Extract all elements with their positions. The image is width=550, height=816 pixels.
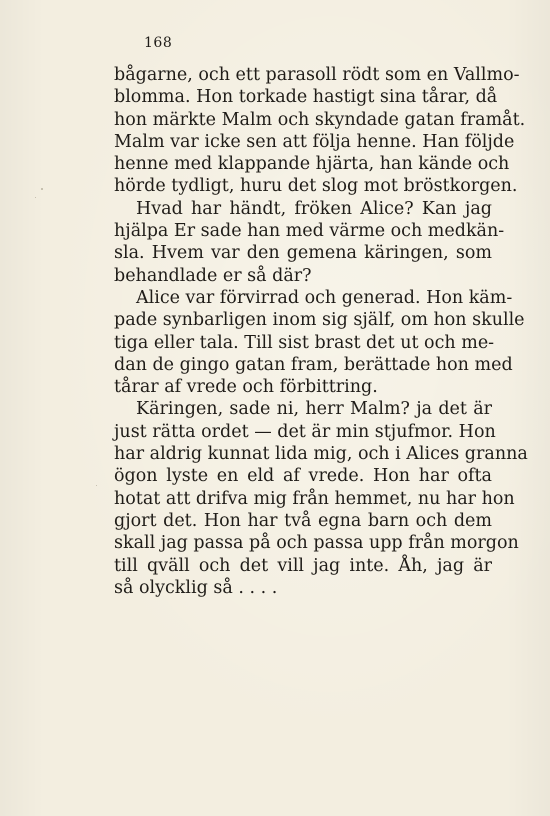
- text-line: har aldrig kunnat lida mig, och i Alices granna: [114, 444, 528, 465]
- text-line: tårar af vrede och förbittring.: [114, 377, 378, 398]
- text-line: hon märkte Malm och skyndade gatan framåt.: [114, 109, 526, 130]
- body-text: [114, 64, 528, 599]
- text-line: dan de gingo gatan fram, berättade hon med: [114, 354, 513, 375]
- text-line: så olycklig så . . . .: [114, 577, 278, 598]
- text-line: skall jag passa på och passa upp från morgon: [114, 533, 519, 554]
- text-line: Käringen, sade ni, herr Malm? ja det är: [136, 399, 492, 420]
- paper-speck: [35, 197, 36, 198]
- paper-speck: [96, 485, 97, 486]
- page-number: 168: [144, 35, 173, 51]
- text-line: tiga eller tala. Till sist brast det ut och me-: [114, 332, 495, 353]
- text-line: blomma. Hon torkade hastigt sina tårar, då: [114, 87, 498, 108]
- text-line: pade synbarligen inom sig själf, om hon skulle: [114, 310, 525, 331]
- text-line: bågarne, och ett parasoll rödt som en Vallmo-: [114, 65, 520, 85]
- text-line: gjort det. Hon har två egna barn och dem: [114, 510, 492, 531]
- text-line: hörde tydligt, huru det slog mot bröstkorgen.: [114, 176, 518, 197]
- text-line: till qväll och det vill jag inte. Åh, jag är: [114, 555, 492, 576]
- text-line: sla. Hvem var den gemena käringen, som: [114, 243, 492, 264]
- text-line: Malm var icke sen att följa henne. Han följde: [114, 131, 515, 152]
- text-line: behandlade er så där?: [114, 265, 312, 286]
- text-line: hotat att drifva mig från hemmet, nu har hon: [114, 488, 515, 509]
- text-line: hjälpa Er sade han med värme och medkän-: [114, 221, 505, 242]
- text-line: Alice var förvirrad och generad. Hon käm-: [136, 287, 513, 308]
- paper-speck: [41, 188, 43, 190]
- text-line: ögon lyste en eld af vrede. Hon har ofta: [114, 466, 492, 487]
- text-line: Hvad har händt, fröken Alice? Kan jag: [136, 198, 492, 219]
- text-line: henne med klappande hjärta, han kände och: [114, 154, 510, 175]
- text-line: just rätta ordet — det är min stjufmor. Hon: [114, 421, 496, 442]
